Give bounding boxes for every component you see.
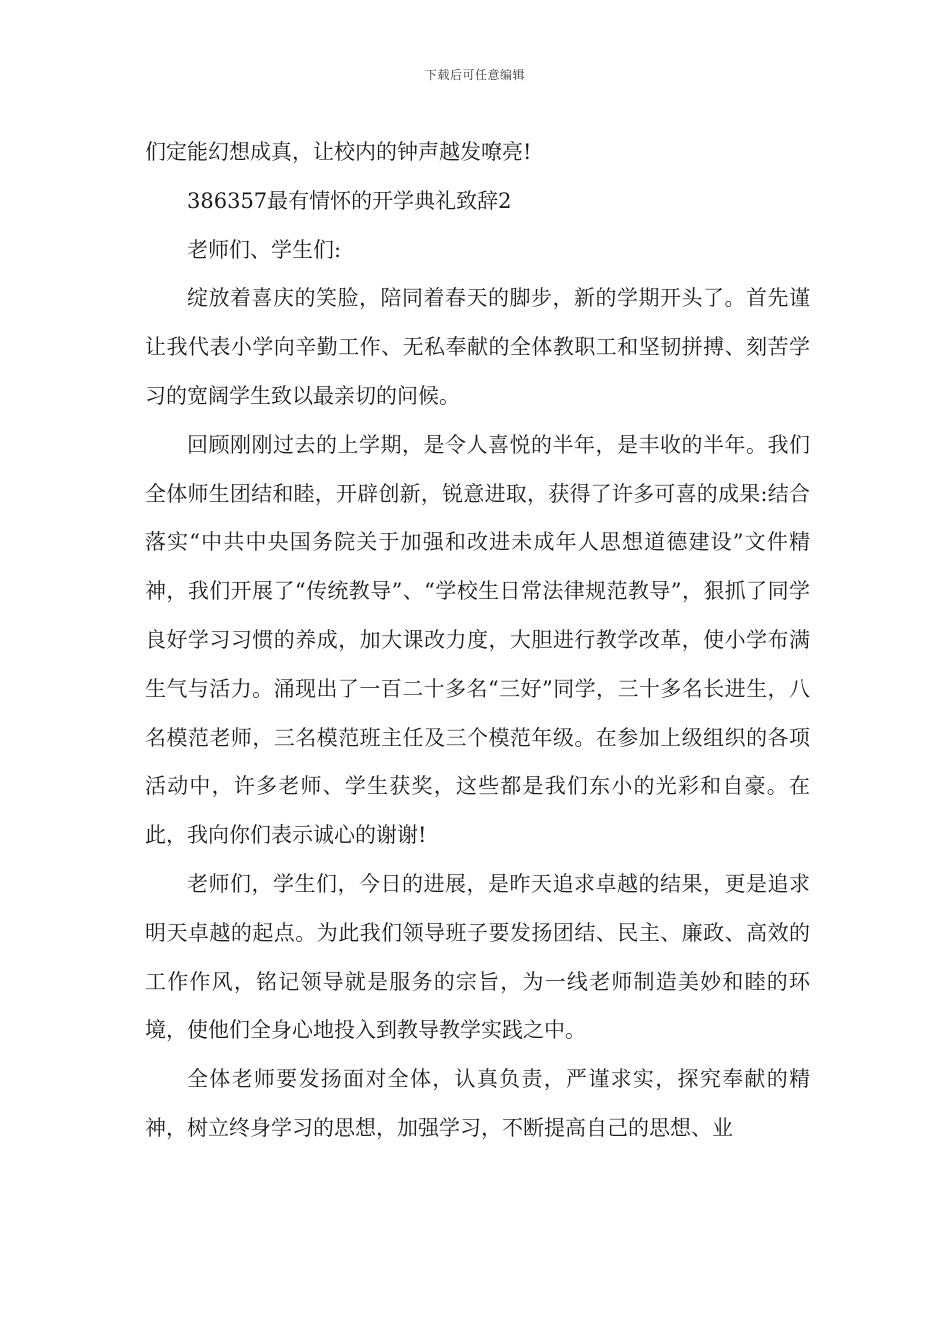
paragraph-6: 老师们，学生们，今日的进展，是昨天追求卓越的结果，更是追求明天卓越的起点。为此我们领导班子要发扬团结、民主、廉政、高效的工作作风，铭记领导就是服务的宗旨，为一线老师制造美妙和睦的环境，使他们全身心地投入到教导教学实践之中。 (145, 871, 810, 1043)
page-header-note: 下载后可任意编辑 (424, 68, 525, 82)
paragraph-5: 回顾刚刚过去的上学期，是令人喜悦的半年，是丰收的半年。我们全体师生团结和睦，开辟创新，锐意进取，获得了许多可喜的成果:结合落实“中共中央国务院关于加强和改进未成年人思想道德建设”文件精神，我们开展了“传统教导”、“学校生日常法律规范教导”，狠抓了同学良好学习习惯的养成，加大课改力度，大胆进行教学改革，使小学布满生气与活力。涌现出了一百二十多名“三好”同学，三十多名长进生，八名模范老师，三名模范班主任及三个模范年级。在参加上级组织的各项活动中，许多老师、学生获奖，这些都是我们东小的光彩和自豪。在此，我向你们表示诚心的谢谢! (145, 432, 810, 848)
paragraph-7: 全体老师要发扬面对全体，认真负责，严谨求实，探究奉献的精神，树立终身学习的思想，加强学习，不断提高自己的思想、业 (145, 1067, 810, 1140)
salutation: 老师们、学生们: (187, 237, 342, 262)
paragraph-4: 绽放着喜庆的笑脸，陪同着春天的脚步，新的学期开头了。首先谨让我代表小学向辛勤工作、无私奉献的全体教职工和坚韧拼搏、刻苦学习的宽阔学生致以最亲切的问候。 (145, 286, 810, 408)
paragraph-1: 们定能幻想成真，让校内的钟声越发嘹亮! (145, 140, 532, 164)
document-body (145, 128, 810, 1153)
section-title: 386357最有情怀的开学典礼致辞2 (187, 188, 512, 213)
